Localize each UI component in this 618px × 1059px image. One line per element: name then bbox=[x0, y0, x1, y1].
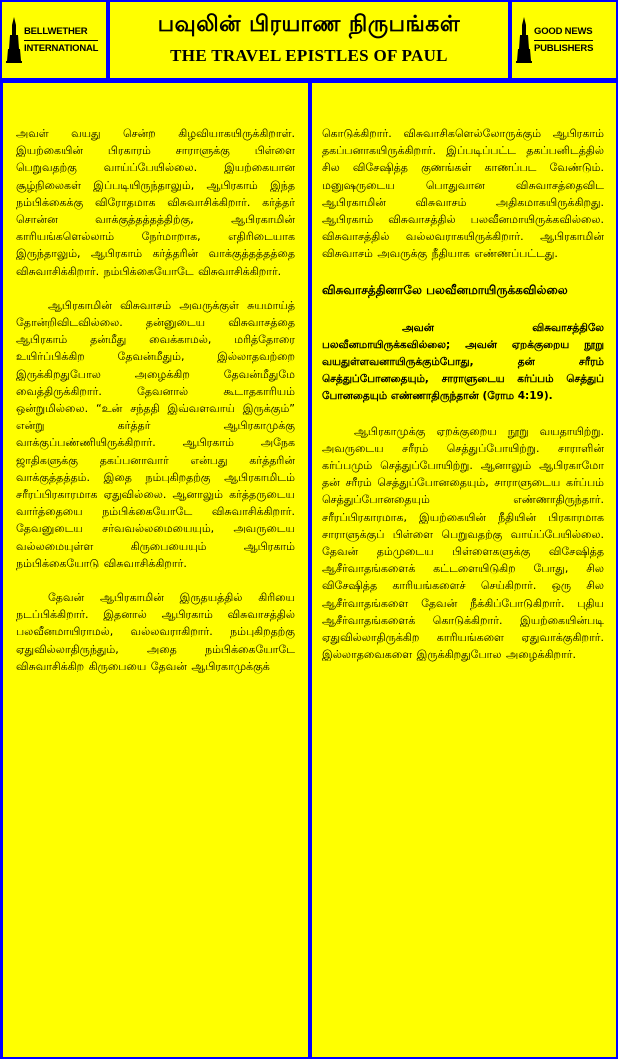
bellwether-logo bbox=[2, 2, 106, 78]
logo-line-1: GOOD NEWS bbox=[534, 24, 593, 41]
section-heading: விசுவாசத்தினாலே பலவீனமாயிருக்கவில்லை bbox=[322, 282, 568, 297]
tower-icon bbox=[6, 17, 22, 63]
paragraph: கொடுக்கிறார். விசுவாசிகளெல்லோருக்கும் ஆபிரகாம் தகப்பனாகயிருக்கிறார். இப்படிப்பட்ட தகப்பனிடத்தில் சில விசேஷித்த குணங்கள் காணப்பட வேண்டும். மனுஷருடைய பொதுவான விசுவாசத்தைவிட ஆபிரகாமின் விசுவாசம் அதிகமாகயிருக்கிறது. ஆபிரகாம் விசுவாசத்தில் பலவீனமாயிருக்கவில்லை. விசுவாசத்தில் வல்லவராகயிருக்கிறார். ஆபிரகாமின் விசுவாசம் அவருக்கு நீதியாக எண்ணப்பட்டது. bbox=[322, 127, 604, 261]
title-tamil: பவுலின் பிரயாண நிருபங்கள் bbox=[157, 12, 461, 37]
tower-icon bbox=[516, 17, 532, 63]
logo-line-1: BELLWETHER bbox=[24, 24, 98, 41]
paragraph: ஆபிரகாமின் விசுவாசம் அவருக்குள் சுயமாய்த் தோன்றிவிடவில்லை. தன்னுடைய விசுவாசத்தை ஆபிரகாம் தன்மீது வைக்காமல், மரித்தோரை உயிர்ப்பிக்கிற தேவன்மீதும், இல்லாதவற்றை இருக்கிறதுபோல அழைக்கிற தேவன்மீதுமே வைத்திருக்கிறார். தேவனால் கூடாதகாரியம் ஒன்றுமில்லை. “உன் சந்ததி இவ்வளவாய் இருக்கும்” என்று கர்த்தர் ஆபிரகாமுக்கு வாக்குப்பண்ணியிருக்கிறார். ஆபிரகாம் அநேக ஜாதிகளுக்கு தகப்பனாவார் என்பது கர்த்தரின் வாக்குத்தத்தம். இதை நம்புகிறதற்கு ஆபிரகாமிடம் சரீரப்பிரகாரமாக ஏதுவில்லை. ஆனாலும் கர்த்தருடைய வார்த்தையை நம்பிக்கையோடே விசுவாசிக்கிறார். தேவனுடைய சர்வவல்லமையையும், அவருடைய வல்லமையுள்ள கிருபையையும் ஆபிரகாம் நம்பிக்கையோடு விசுவாசிக்கிறார். bbox=[16, 298, 295, 570]
title-english: THE TRAVEL EPISTLES OF PAUL bbox=[170, 46, 448, 65]
paragraph: தேவன் ஆபிரகாமின் இருதயத்தில் கிரியை நடப்பிக்கிறார். இதனால் ஆபிரகாம் விசுவாசத்தில் பலவீனமாயிராமல், வல்லவராகிறார். நம்புகிறதற்கு ஏதுவில்லாதிருந்தும், அதை நம்பிக்கையோடே விசுவாசிக்கிற கிருபையை தேவன் ஆபிரகாமுக்குக் bbox=[16, 591, 295, 673]
logo-line-2: PUBLISHERS bbox=[534, 42, 594, 54]
scripture-quote: அவன் விசுவாசத்திலே பலவீனமாயிருக்கவில்லை; அவன் ஏறக்குறைய நூறு வயதுள்ளவனாயிருக்கும்போது, தன் சரீரம் செத்துப்போனதையும், சாராளுடைய கர்ப்பம் செத்துப் போனதையும் எண்ணாதிருந்தான் (ரோம 4:19). bbox=[322, 321, 604, 403]
title-banner bbox=[110, 2, 508, 78]
paragraph: ஆபிரகாமுக்கு ஏறக்குறைய நூறு வயதாயிற்று. அவருடைய சரீரம் செத்துப்போயிற்று. சாராளின் கர்ப்பமும் செத்துப்போயிற்று. ஆனாலும் ஆபிரகாமோ தன் சரீரம் செத்துப்போனதையும், சாராளுடைய கர்ப்பம் செத்துப்போனதையும் எண்ணாதிருந்தார். சரீரப்பிரகாரமாக, இயற்கையின் நீதியின் பிரகாரமாக சாராளுக்குப் பிள்ளை பெறுவதற்கு வாய்ப்பேயில்லை. தேவன் தம்முடைய பிள்ளைகளுக்கு விசேஷித்த ஆசீர்வாதங்களைக் கட்டளையிடுகிற போது, சில விசேஷித்த காரியங்களைச் செய்கிறார். ஒரு சில ஆசீர்வாதங்களை தேவன் நீக்கிப்போடுகிறார். புதிய ஆசீர்வாதங்களைக் கொடுக்கிறார். இயற்கையின்படி ஏதுவில்லாதிருக்கிற காரியங்களை ஏதுவாக்குகிறார். இல்லாதவைகளை இருக்கிறதுபோல அழைக்கிறார். bbox=[322, 424, 604, 662]
left-column bbox=[3, 83, 308, 1057]
right-column bbox=[312, 83, 616, 1057]
logo-line-2: INTERNATIONAL bbox=[24, 42, 99, 54]
good-news-logo bbox=[512, 2, 616, 78]
paragraph: அவள் வயது சென்ற கிழவியாகயிருக்கிறாள். இயற்கையின் பிரகாரம் சாராளுக்கு பிள்ளை பெறுவதற்கு வாய்ப்பேயில்லை. இயற்கையான சூழ்நிலைகள் இப்படியிருந்தாலும், ஆபிரகாம் இந்த நம்பிக்கைக்கு விரோதமாக விசுவாசிக்கிறார். கர்த்தர் சொன்ன வாக்குத்தத்தத்திற்கு, ஆபிரகாமின் காரியங்களெல்லாம் நேர்மாறாக, எதிரிடையாக இருந்தாலும், ஆபிரகாம் கர்த்தரின் வாக்குத்தத்தத்தை விசுவாசிக்கிறார். நம்பிக்கையோடே விசுவாசிக்கிறார். bbox=[16, 127, 295, 278]
